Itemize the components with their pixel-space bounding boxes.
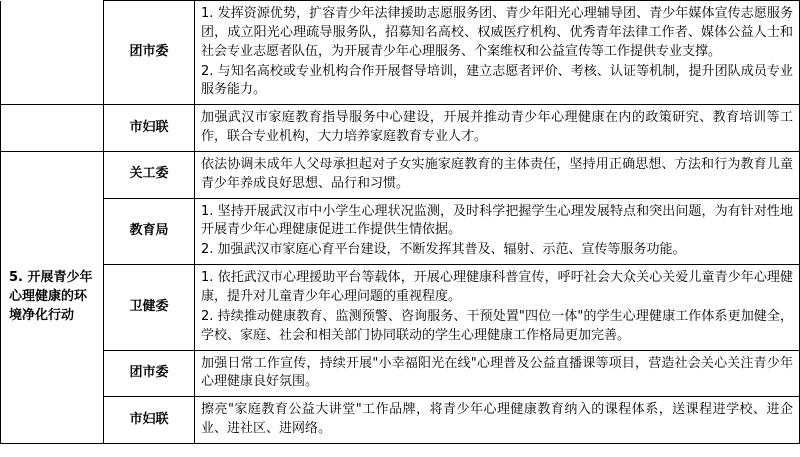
section-label: 5. 开展青少年心理健康的环境净化行动 [9,270,93,323]
content-cell [195,151,800,198]
content-cell [195,1,800,105]
dept-label: 教育局 [129,222,169,238]
content-paragraph: 2. 持续推动健康教育、监测预警、咨询服务、干预处置"四位一体"的学生心理健康工作体系更加健全，学校、家庭、社会和相关部门协同联动的学生心理健康工作格局更加完善。 [201,308,793,343]
content-cell [195,105,800,152]
table-body [1,1,800,444]
content-paragraph: 依法协调未成年人父母承担起对子女实施家庭教育的主体责任，坚持用正确思想、方法和行为教育儿童青少年养成良好思想、品行和习惯。 [201,156,793,191]
content-cell [195,350,800,397]
table-row [1,105,800,152]
content-paragraph: 2. 与知名高校或专业机构合作开展督导培训，建立志愿者评价、考核、认证等机制，提升团队成员专业服务能力。 [201,63,793,98]
table-row [1,1,800,105]
content-cell [195,397,800,444]
content-cell [195,265,800,350]
table-row [1,265,800,350]
section-cell-empty [1,1,104,105]
content-paragraph: 1. 坚持开展武汉市中小学生心理状况监测，及时科学把握学生心理发展特点和突出问题，为有针对性地开展青少年心理健康促进工作提供生情依据。 [201,203,793,238]
dept-cell [104,397,195,444]
table-row [1,151,800,198]
content-paragraph: 加强日常工作宣传，持续开展"小幸福阳光在线"心理普及公益直播课等项目，营造社会关心关注青少年心理健康良好氛围。 [201,355,793,390]
dept-cell [104,105,195,152]
dept-cell [104,151,195,198]
table-row [1,350,800,397]
dept-label: 关工委 [129,166,169,182]
dept-label: 市妇联 [129,411,169,427]
dept-label: 团市委 [129,44,169,60]
dept-label: 卫健委 [129,298,169,314]
section-cell-empty [1,105,104,152]
table-row [1,198,800,265]
dept-cell [104,265,195,350]
table-row [1,397,800,444]
content-paragraph: 加强武汉市家庭教育指导服务中心建设，开展并推动青少年心理健康在内的政策研究、教育培训等工作，联合专业机构，大力培养家庭教育专业人才。 [201,110,793,145]
section-cell [1,151,104,443]
dept-cell [104,198,195,265]
content-cell [195,198,800,265]
dept-cell [104,350,195,397]
content-paragraph: 擦亮"家庭教育公益大讲堂"工作品牌，将青少年心理健康教育纳入的课程体系，送课程进学校、进企业、进社区、进网络。 [201,402,793,437]
dept-label: 市妇联 [129,119,169,135]
content-paragraph: 1. 依托武汉市心理援助平台等载体，开展心理健康科普宣传，呼吁社会大众关心关爱儿童青少年心理健康，提升对儿童青少年心理问题的重视程度。 [201,270,793,304]
content-paragraph: 2. 加强武汉市家庭心育平台建设，不断发挥其普及、辐射、示范、宣传等服务功能。 [201,242,686,258]
dept-label: 团市委 [129,364,169,380]
dept-cell [104,1,195,105]
content-paragraph: 1. 发挥资源优势，扩容青少年法律援助志愿服务团、青少年阳光心理辅导团、青少年媒体宣传志愿服务团，成立阳光心理疏导服务队，招募知名高校、权威医疗机构、优秀青年法律工作者、媒体公益人士和社会专业志愿者队伍，为开展青少年心理服务、个案维权和公益宣传等工作提供专业支撑。 [201,6,793,59]
